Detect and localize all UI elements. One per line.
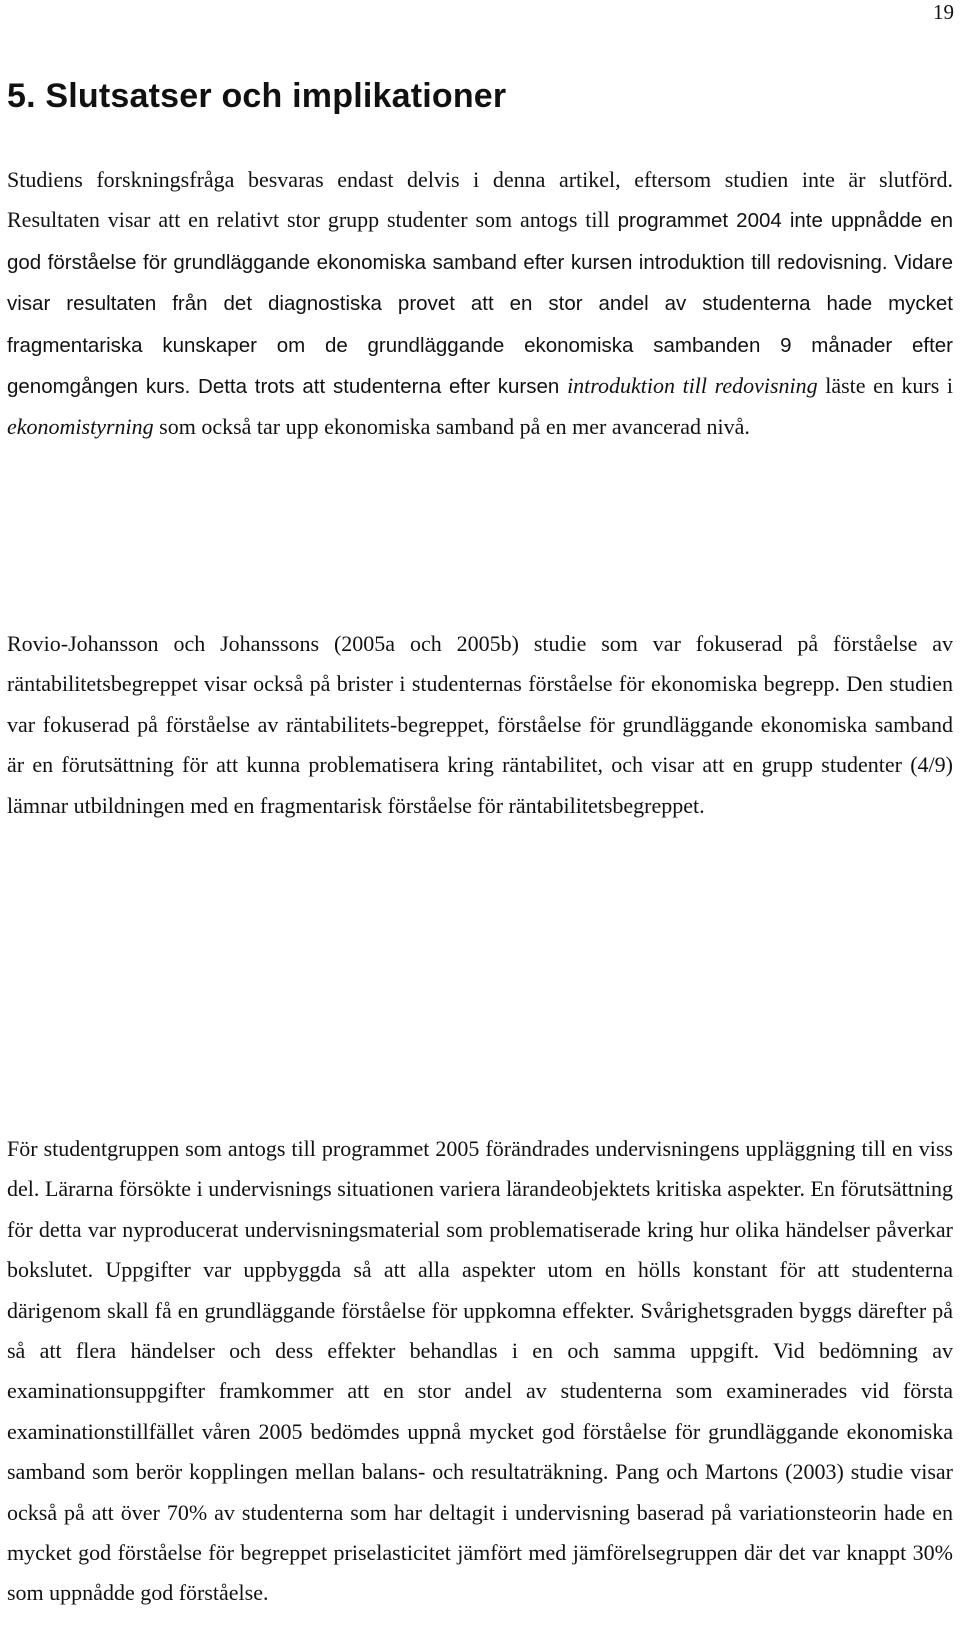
course-name-introduction: introduktion till redovisning: [567, 373, 818, 399]
paragraph-1-part-a: Studiens forskningsfråga besvaras endast delvis i denna artikel, eftersom studien inte är slutförd. Resultaten visar att en relativt stor grupp studenter som antogs till: [7, 167, 953, 233]
paragraph-student-group-2005: För studentgruppen som antogs till programmet 2005 förändrades undervisningens uppläggning till en viss del. Lärarna försökte i undervisnings situationen variera lärandeobjektets kritiska aspekter. En förutsättning för detta var nyproducerat undervisningsmaterial som problematiserade kring hur olika händelser påverkar bokslutet. Uppgifter var uppbyggda så att alla aspekter utom en hölls konstant för att studenterna därigenom skall få en grundläggande förståelse för uppkomna effekter. Svårighetsgraden byggs därefter på så att flera händelser och dess effekter behandlas i en och samma uppgift. Vid bedömning av examinationsuppgifter framkommer att en stor andel av studenterna som examinerades vid första examinationstillfället våren 2005 bedömdes uppnå mycket god förståelse för grundläggande ekonomiska samband som berör kopplingen mellan balans- och resultaträkning. Pang och Martons (2003) studie visar också på att över 70% av studenterna som har deltagit i undervisning baserad på variationsteorin hade en mycket god förståelse för begreppet priselasticitet jämfört med jämförelsegruppen där det var knappt 30% som uppnådde god förståelse.: [7, 1136, 953, 1606]
paragraph-1-part-d: som också tar upp ekonomiska samband på en mer avancerad nivå.: [153, 414, 750, 440]
paragraph-rovio-johansson: Rovio-Johansson och Johanssons (2005a och 2005b) studie som var fokuserad på förståelse av räntabilitetsbegreppet visar också på brister i studenternas förståelse för ekonomiska begrepp. Den studien var fokuserad på förståelse av räntabilitets-begreppet, förståelse för grundläggande ekonomiska samband är en förutsättning för att kunna problematisera kring räntabilitet, och visar att en grupp studenter (4/9) lämnar utbildningen med en fragmentarisk förståelse för räntabilitetsbegreppet.: [7, 631, 953, 818]
page-number: 19: [933, 0, 954, 24]
paragraph-1-part-c: läste en kurs i: [817, 373, 953, 399]
section-heading: 5. Slutsatser och implikationer: [7, 77, 507, 115]
paragraph-conclusions: [7, 160, 953, 448]
course-name-management-control: ekonomistyrning: [7, 414, 154, 440]
paragraph-1-part-b: programmet 2004 inte uppnådde en god förståelse för grundläggande ekonomiska samband efter kursen introduktion till redovisning. Vidare visar resultaten från det diagnostiska provet att en stor andel av studenterna hade mycket fragmentariska kunskaper om de grundläggande ekonomiska sambanden 9 månader efter genomgången kurs. Detta trots att studenterna efter kursen: [7, 209, 953, 399]
